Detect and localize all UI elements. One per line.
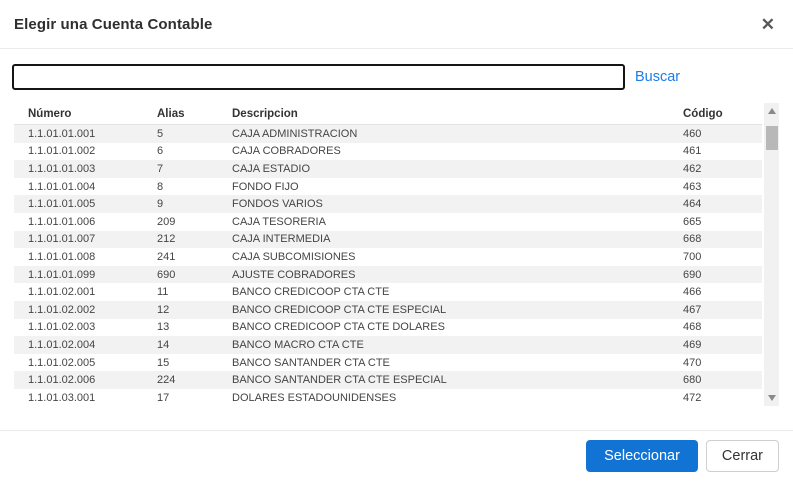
cell-descripcion: BANCO MACRO CTA CTE [232,338,364,351]
cell-descripcion: BANCO CREDICOOP CTA CTE ESPECIAL [232,303,447,316]
cell-numero: 1.1.01.01.008 [28,250,96,263]
cell-numero: 1.1.01.01.003 [28,162,96,175]
cell-codigo: 665 [683,215,702,228]
cell-numero: 1.1.01.02.006 [28,374,96,387]
cell-numero: 1.1.01.01.004 [28,180,96,193]
cell-numero: 1.1.01.02.001 [28,286,96,299]
cell-numero: 1.1.01.01.002 [28,145,96,158]
cell-alias: 8 [157,180,164,193]
scroll-down-icon[interactable] [764,390,779,406]
cell-numero: 1.1.01.02.005 [28,356,96,369]
dialog-header [0,0,793,49]
scrollbar-thumb[interactable] [766,126,778,150]
cell-alias: 17 [157,391,170,404]
cell-alias: 224 [157,374,176,387]
column-header-codigo: Código [683,107,723,120]
table-row[interactable] [14,213,762,231]
search-input[interactable] [12,64,625,90]
table-row[interactable] [14,125,762,143]
table-row[interactable] [14,195,762,213]
close-icon[interactable]: ✕ [760,14,775,34]
cell-alias: 14 [157,338,170,351]
table-row[interactable] [14,319,762,337]
cell-alias: 13 [157,321,170,334]
cell-codigo: 466 [683,286,702,299]
cell-codigo: 469 [683,338,702,351]
table-header-row [14,103,762,125]
cell-codigo: 461 [683,145,702,158]
cell-descripcion: DOLARES ESTADOUNIDENSES [232,391,397,404]
cell-codigo: 472 [683,391,702,404]
column-header-descripcion: Descripcion [232,107,298,120]
cell-numero: 1.1.01.02.002 [28,303,96,316]
cell-codigo: 668 [683,233,702,246]
cell-codigo: 467 [683,303,702,316]
cell-descripcion: AJUSTE COBRADORES [232,268,356,281]
vertical-scrollbar[interactable] [764,103,779,406]
cell-descripcion: CAJA ESTADIO [232,162,311,175]
cell-alias: 11 [157,286,169,299]
search-link[interactable]: Buscar [635,69,681,85]
cell-alias: 690 [157,268,176,281]
close-button[interactable]: Cerrar [706,440,779,472]
cell-descripcion: BANCO SANTANDER CTA CTE ESPECIAL [232,374,447,387]
cell-alias: 209 [157,215,176,228]
scroll-up-icon[interactable] [764,103,779,119]
table-row[interactable] [14,354,762,372]
cell-numero: 1.1.01.02.004 [28,338,96,351]
cell-codigo: 462 [683,162,702,175]
cell-numero: 1.1.01.02.003 [28,321,96,334]
cell-codigo: 460 [683,127,702,140]
cell-descripcion: FONDOS VARIOS [232,198,323,211]
cell-alias: 212 [157,233,176,246]
cell-descripcion: BANCO SANTANDER CTA CTE [232,356,390,369]
cell-alias: 7 [157,162,164,175]
cell-codigo: 463 [683,180,702,193]
table-row[interactable] [14,266,762,284]
table-row[interactable] [14,248,762,266]
cell-alias: 241 [157,250,176,263]
cell-alias: 9 [157,198,164,211]
table-row[interactable] [14,371,762,389]
table-row[interactable] [14,389,762,407]
scrollbar-rail[interactable] [764,119,779,390]
table-row[interactable] [14,231,762,249]
table-row[interactable] [14,143,762,161]
cell-descripcion: CAJA ADMINISTRACION [232,127,358,140]
cell-numero: 1.1.01.01.007 [28,233,96,246]
cell-descripcion: CAJA COBRADORES [232,145,341,158]
accounts-table [0,103,793,408]
cell-descripcion: BANCO CREDICOOP CTA CTE DOLARES [232,321,445,334]
table-body [14,125,762,407]
cell-codigo: 464 [683,198,702,211]
cell-numero: 1.1.01.01.001 [28,127,96,140]
cell-alias: 6 [157,145,164,158]
cell-numero: 1.1.01.01.099 [28,268,96,281]
cell-numero: 1.1.01.03.001 [28,391,96,404]
dialog-title: Elegir una Cuenta Contable [14,15,213,33]
table-row[interactable] [14,301,762,319]
column-header-alias: Alias [157,107,185,120]
cell-numero: 1.1.01.01.005 [28,198,96,211]
cell-codigo: 680 [683,374,702,387]
table-row[interactable] [14,336,762,354]
cell-alias: 15 [157,356,170,369]
column-header-numero: Número [28,107,72,120]
cell-descripcion: BANCO CREDICOOP CTA CTE [232,286,390,299]
cell-codigo: 470 [683,356,702,369]
cell-descripcion: CAJA TESORERIA [232,215,326,228]
table-row[interactable] [14,160,762,178]
dialog-footer [0,430,793,485]
table-row[interactable] [14,283,762,301]
cell-descripcion: CAJA INTERMEDIA [232,233,331,246]
cell-numero: 1.1.01.01.006 [28,215,96,228]
select-button[interactable]: Seleccionar [586,440,698,472]
cell-codigo: 700 [683,250,702,263]
cell-codigo: 690 [683,268,702,281]
table-row[interactable] [14,178,762,196]
cell-codigo: 468 [683,321,702,334]
cell-descripcion: FONDO FIJO [232,180,299,193]
search-row [12,64,793,90]
cell-descripcion: CAJA SUBCOMISIONES [232,250,356,263]
cell-alias: 12 [157,303,170,316]
cell-alias: 5 [157,127,164,140]
